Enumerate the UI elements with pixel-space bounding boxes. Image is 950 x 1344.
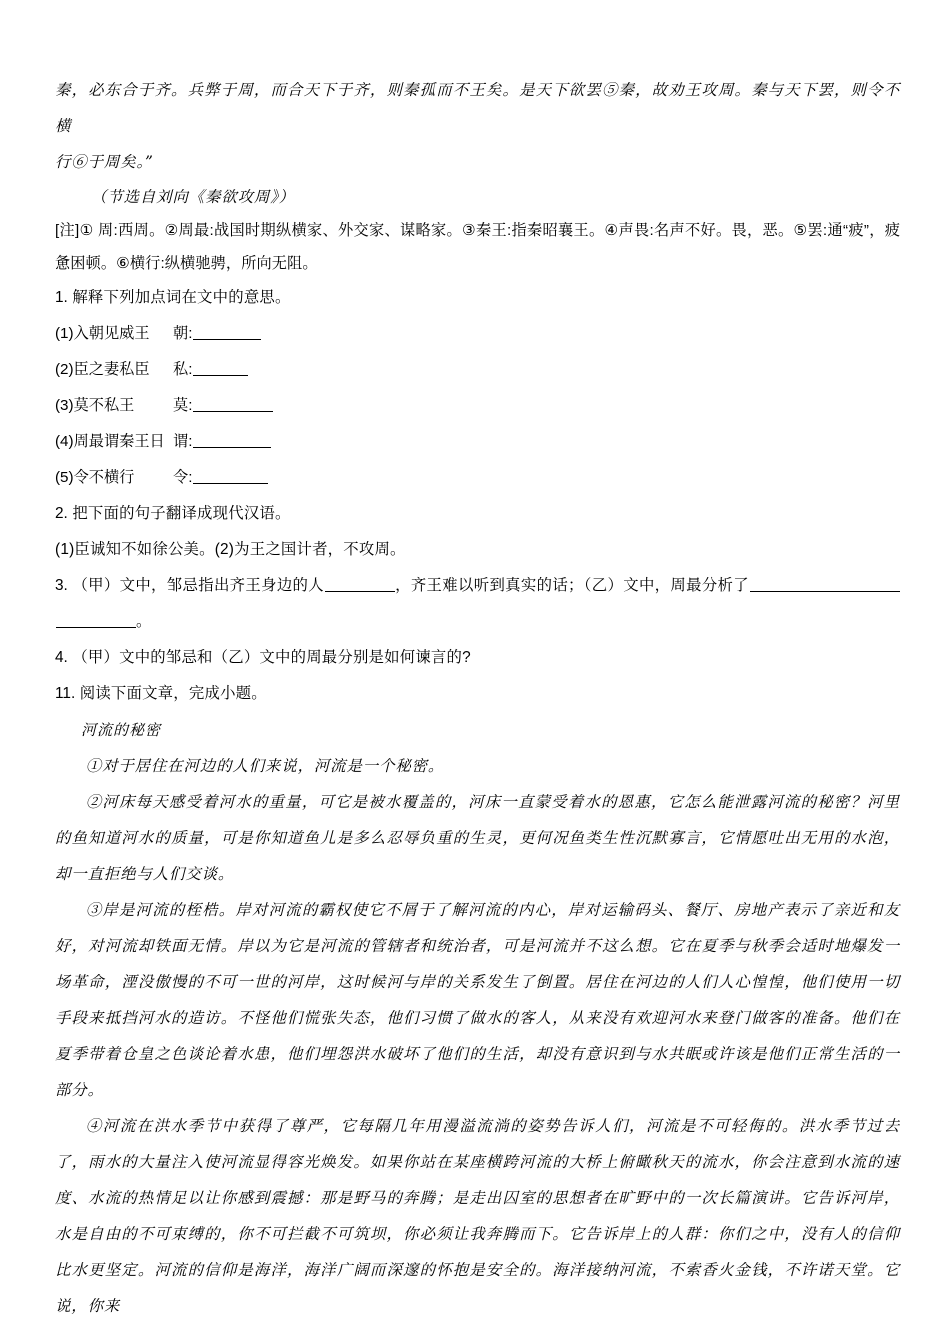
question-3-number: 3. xyxy=(55,577,68,594)
classical-passage-line-1: 秦，必东合于齐。兵弊于周，而合天下于齐，则秦孤而不王矣。是天下欲罢⑤秦，故劝王攻周。秦与天下罢，则令不横 xyxy=(55,81,900,135)
question-11-number: 11. xyxy=(55,685,76,702)
subitem-5-key: 令: xyxy=(173,469,193,486)
subitem-4-stem xyxy=(55,424,173,460)
question-2-number: 2. xyxy=(55,505,68,522)
question-2-prompt: 把下面的句子翻译成现代汉语。 xyxy=(72,505,291,522)
question-3-blank-3[interactable] xyxy=(56,613,136,628)
subitem-1-stem xyxy=(55,316,173,352)
notes-block: [注]① 周:西周。②周最:战国时期纵横家、外交家、谋略家。③秦王:指秦昭襄王。④声畏:名声不好。畏，恶。⑤罢:通“疲”，疲惫困顿。⑥横行:纵横驰骋，所向无阻。 xyxy=(55,222,900,272)
question-1-subitem-3 xyxy=(55,388,900,424)
subitem-2-stem xyxy=(55,352,173,388)
question-4-number: 4. xyxy=(55,649,68,666)
subitem-2-label: (2) xyxy=(55,361,74,378)
question-1-number: 1. xyxy=(55,289,68,306)
subitem-1-answer-blank[interactable] xyxy=(193,325,261,340)
question-4-prompt: （甲）文中的邹忌和（乙）文中的周最分别是如何谏言的? xyxy=(72,649,471,666)
subitem-1-label: (1) xyxy=(55,325,74,342)
subitem-4-text: 周最谓秦王日 xyxy=(73,433,165,450)
subitem-5-answer-blank[interactable] xyxy=(193,469,268,484)
question-4 xyxy=(55,640,900,676)
subitem-5-stem xyxy=(55,460,173,496)
question-3-blank-1[interactable] xyxy=(325,577,395,592)
question-11-prompt: 阅读下面文章，完成小题。 xyxy=(79,685,267,702)
article-paragraph-2: ②河床每天感受着河水的重量，可它是被水覆盖的，河床一直蒙受着水的恩惠，它怎么能泄露河流的秘密？河里的鱼知道河水的质量，可是你知道鱼儿是多么忍辱负重的生灵，更何况鱼类生性沉默寡言，它情愿吐出无用的水泡，却一直拒绝与人们交谈。 xyxy=(55,793,900,883)
subitem-5-text: 令不横行 xyxy=(73,469,135,486)
question-2 xyxy=(55,496,900,532)
question-3 xyxy=(55,568,900,640)
subitem-3-stem xyxy=(55,388,173,424)
subitem-2-key: 私: xyxy=(173,361,193,378)
question-1 xyxy=(55,280,900,316)
question-1-subitem-2 xyxy=(55,352,900,388)
subitem-1-key: 朝: xyxy=(173,325,193,342)
question-1-subitem-5 xyxy=(55,460,900,496)
question-1-subitem-1 xyxy=(55,316,900,352)
question-3-blank-2[interactable] xyxy=(750,577,900,592)
question-2-body: (1)臣诚知不如徐公美。(2)为王之国计者，不攻周。 xyxy=(55,541,406,558)
question-3-part-c: 。 xyxy=(136,613,152,630)
subitem-4-key: 谓: xyxy=(173,433,193,450)
subitem-4-label: (4) xyxy=(55,433,74,450)
subitem-3-label: (3) xyxy=(55,397,74,414)
subitem-4-answer-blank[interactable] xyxy=(193,433,271,448)
article-paragraph-1: ①对于居住在河边的人们来说，河流是一个秘密。 xyxy=(85,757,445,775)
subitem-1-text: 入朝见威王 xyxy=(73,325,150,342)
subitem-3-key: 莫: xyxy=(173,397,193,414)
question-1-subitem-4 xyxy=(55,424,900,460)
question-1-prompt: 解释下列加点词在文中的意思。 xyxy=(72,289,291,306)
subitem-2-text: 臣之妻私臣 xyxy=(73,361,150,378)
question-3-part-a: （甲）文中，邹忌指出齐王身边的人 xyxy=(72,577,324,594)
subitem-2-answer-blank[interactable] xyxy=(193,361,248,376)
page-content xyxy=(55,72,900,1324)
article-paragraph-4: ④河流在洪水季节中获得了尊严，它每隔几年用漫溢流淌的姿势告诉人们，河流是不可轻侮的。洪水季节过去了，雨水的大量注入使河流显得容光焕发。如果你站在某座横跨河流的大桥上俯瞰秋天的流水，你会注意到水流的速度、水流的热情足以让你感到震撼：那是野马的奔腾；是走出囚室的思想者在旷野中的一次长篇演讲。它告诉河岸，水是自由的不可束缚的，你不可拦截不可筑坝，你必须让我奔腾而下。它告诉岸上的人群：你们之中，没有人的信仰比水更坚定。河流的信仰是海洋，海洋广阔而深邃的怀抱是安全的。海洋接纳河流，不索香火金钱，不许诺天堂。它说，你来 xyxy=(55,1117,900,1315)
subitem-3-answer-blank[interactable] xyxy=(193,397,273,412)
article-paragraph-3: ③岸是河流的桎梏。岸对河流的霸权使它不屑于了解河流的内心，岸对运输码头、餐厅、房地产表示了亲近和友好，对河流却铁面无情。岸以为它是河流的管辖者和统治者，可是河流并不这么想。它在夏季与秋季会适时地爆发一场革命，湮没傲慢的不可一世的河岸，这时候河与岸的关系发生了倒置。居住在河边的人们人心惶惶，他们使用一切手段来抵挡河水的造访。不怪他们慌张失态，他们习惯了做水的客人，从来没有欢迎河水来登门做客的准备。他们在夏季带着仓皇之色谈论着水患，他们埋怨洪水破坏了他们的生活，却没有意识到与水共眠或许该是他们正常生活的一部分。 xyxy=(55,901,900,1099)
article-title: 河流的秘密 xyxy=(81,721,162,739)
question-11 xyxy=(55,676,900,712)
classical-passage-line-2: 行⑥于周矣。” xyxy=(55,153,154,171)
source-attribution: （节选自刘向《秦欲攻周》） xyxy=(91,188,296,206)
subitem-3-text: 莫不私王 xyxy=(73,397,135,414)
subitem-5-label: (5) xyxy=(55,469,74,486)
question-3-part-b: ，齐王难以听到真实的话；（乙）文中，周最分析了 xyxy=(394,577,749,594)
